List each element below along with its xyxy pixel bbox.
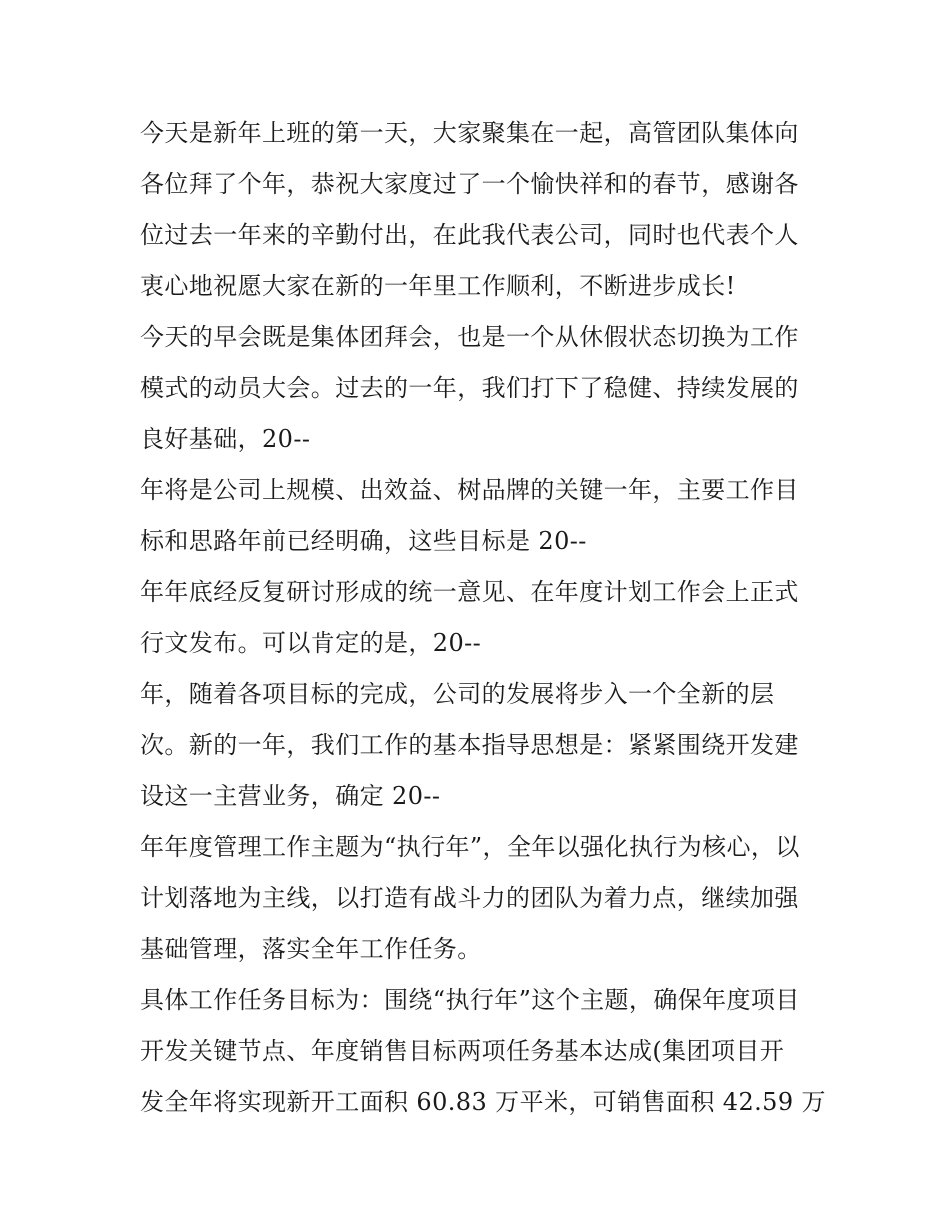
text-line: 良好基础，20-- [140, 425, 311, 453]
text-line: 各位拜了个年，恭祝大家度过了一个愉快祥和的春节，感谢各 [140, 170, 799, 198]
text-line: 基础管理，落实全年工作任务。 [140, 935, 482, 963]
text-line: 今天是新年上班的第一天，大家聚集在一起，高管团队集体向 [140, 119, 799, 147]
text-line: 计划落地为主线，以打造有战斗力的团队为着力点，继续加强 [140, 884, 799, 912]
text-line: 设这一主营业务，确定 20-- [140, 782, 441, 810]
text-line: 年年度管理工作主题为“执行年”，全年以强化执行为核心，以 [140, 833, 800, 861]
text-line: 年年底经反复研讨形成的统一意见、在年度计划工作会上正式 [140, 578, 799, 606]
text-line: 年，随着各项目标的完成，公司的发展将步入一个全新的层 [140, 680, 775, 708]
text-line: 发全年将实现新开工面积 60.83 万平米，可销售面积 42.59 万 [140, 1088, 826, 1116]
text-line: 具体工作任务目标为：围绕“执行年”这个主题，确保年度项目 [140, 986, 800, 1014]
document-body [140, 108, 826, 1128]
text-line: 行文发布。可以肯定的是，20-- [140, 629, 482, 657]
text-line: 开发关键节点、年度销售目标两项任务基本达成(集团项目开 [140, 1037, 785, 1065]
text-line: 位过去一年来的辛勤付出，在此我代表公司，同时也代表个人 [140, 221, 799, 249]
text-line: 衷心地祝愿大家在新的一年里工作顺利，不断进步成长! [140, 272, 736, 300]
text-line: 今天的早会既是集体团拜会，也是一个从休假状态切换为工作 [140, 323, 799, 351]
text-line: 年将是公司上规模、出效益、树品牌的关键一年，主要工作目 [140, 476, 799, 504]
text-line: 模式的动员大会。过去的一年，我们打下了稳健、持续发展的 [140, 374, 799, 402]
text-line: 次。新的一年，我们工作的基本指导思想是：紧紧围绕开发建 [140, 731, 799, 759]
text-line: 标和思路年前已经明确，这些目标是 20-- [140, 527, 587, 555]
